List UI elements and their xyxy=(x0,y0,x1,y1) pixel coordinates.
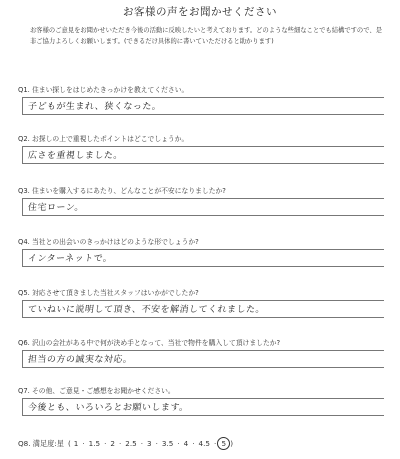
paren-close: ) xyxy=(230,439,234,448)
answer-box xyxy=(22,398,384,416)
rating-option-2[interactable]: 2 xyxy=(110,439,115,448)
answer-box xyxy=(22,300,384,318)
rating-separator: · xyxy=(155,439,158,448)
handwritten-answer: 今後とも、いろいろとお願いします。 xyxy=(27,403,190,413)
handwritten-answer: ていねいに説明して頂き、不安を解消してくれました。 xyxy=(27,305,266,315)
rating-option-4-5[interactable]: 4.5 xyxy=(198,439,210,448)
page-title: お客様の声をお聞かせください xyxy=(123,6,277,18)
question-label: Q4. 当社との出会いのきっかけはどのような形でしょうか? xyxy=(18,238,199,246)
intro-text: お客様のご意見をお聞かせいただき今後の活動に反映したいと考えております。どのような些細なことでも結構ですので、是非ご協力よろしくお願いします。(できるだけ具体的に書いていただけると助かります) xyxy=(30,27,382,45)
question-3 xyxy=(18,186,388,216)
rating-separator: · xyxy=(140,439,144,448)
question-label: Q6. 沢山の会社がある中で何が決め手となって、当社で物件を購入して頂けましたか? xyxy=(18,339,281,347)
satisfaction-rating xyxy=(18,437,398,450)
answer-box xyxy=(22,97,384,115)
handwritten-answer: インターネットで。 xyxy=(27,254,113,264)
rating-separator: · xyxy=(177,439,180,448)
question-2 xyxy=(18,134,388,164)
rating-option-3[interactable]: 3 xyxy=(147,439,152,448)
question-6 xyxy=(18,338,388,368)
handwritten-answer: 子どもが生まれ、狭くなった。 xyxy=(27,102,162,112)
question-7 xyxy=(18,386,388,416)
question-1 xyxy=(18,85,388,115)
rating-option-4[interactable]: 4 xyxy=(183,439,189,448)
rating-separator: · xyxy=(192,439,195,448)
answer-box xyxy=(22,198,384,216)
answer-box xyxy=(22,146,384,164)
rating-separator: · xyxy=(82,439,85,448)
question-label: Q5. 対応させて頂きました当社スタッフはいかがでしたか? xyxy=(18,289,199,297)
question-label: Q7. その他、ご意見・ご感想をお聞かせください。 xyxy=(18,387,175,395)
rating-separator: · xyxy=(213,439,217,448)
answer-box xyxy=(22,350,384,368)
paren-open: ( xyxy=(67,439,71,448)
handwritten-answer: 広さを重視しました。 xyxy=(27,151,124,161)
rating-separator: · xyxy=(118,439,122,448)
rating-separator: · xyxy=(104,439,107,448)
rating-option-2-5[interactable]: 2.5 xyxy=(125,439,137,448)
question-label: Q1. 住まい探しをはじめたきっかけを教えてください。 xyxy=(18,86,189,94)
answer-box xyxy=(22,249,384,267)
rating-option-1[interactable]: 1 xyxy=(73,439,79,448)
rating-option-1-5[interactable]: 1.5 xyxy=(88,439,101,448)
question-label: Q2. お探しの上で重視したポイントはどこでしょうか。 xyxy=(18,135,189,143)
handwritten-answer: 担当の方の誠実な対応。 xyxy=(27,355,133,365)
question-4 xyxy=(18,237,388,267)
handwritten-answer: 住宅ローン。 xyxy=(27,203,85,213)
rating-option-5[interactable]: 5 xyxy=(217,437,230,450)
satisfaction-label: Q8. 満足度:星 xyxy=(18,438,64,448)
question-5 xyxy=(18,288,388,318)
rating-options xyxy=(71,437,230,450)
question-label: Q3. 住まいを購入するにあたり、どんなことが不安になりましたか? xyxy=(18,187,226,195)
rating-option-3-5[interactable]: 3.5 xyxy=(161,439,174,448)
